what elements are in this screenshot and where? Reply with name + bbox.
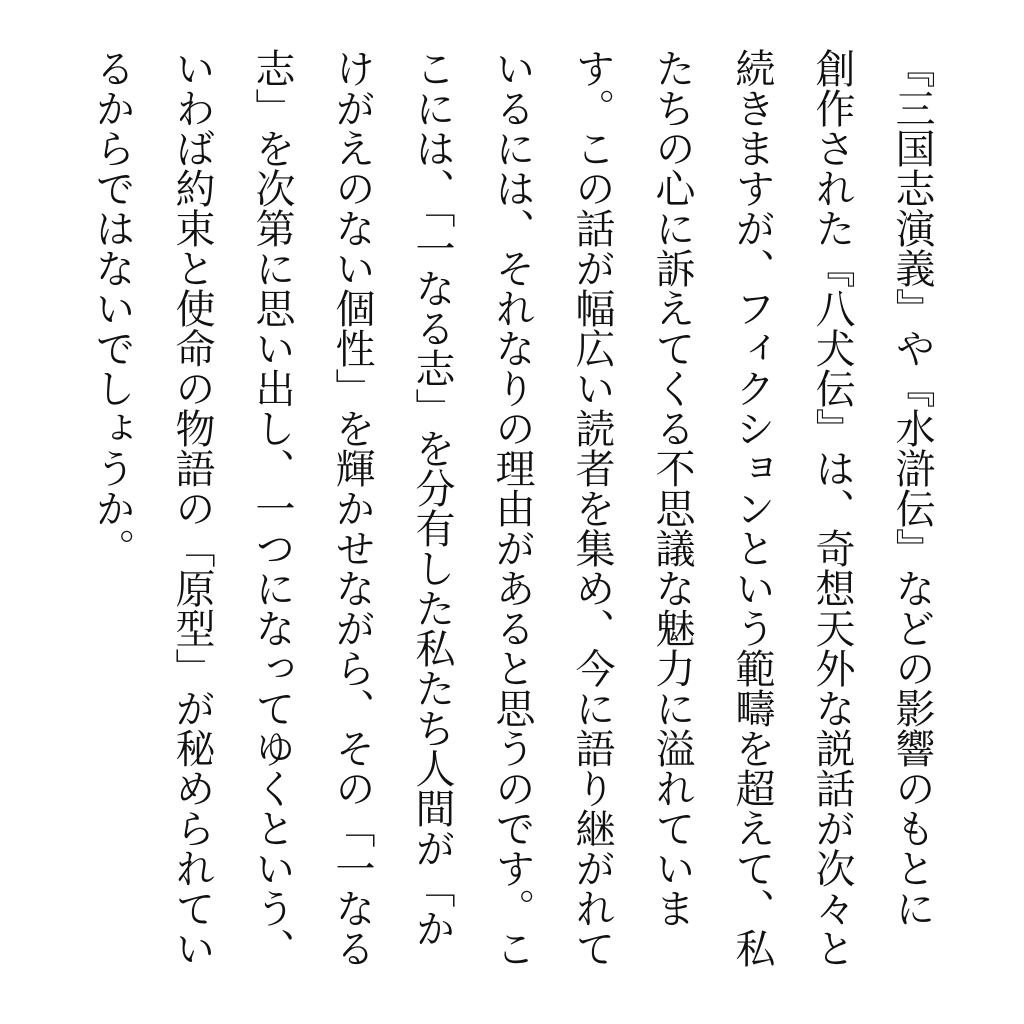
- text-column: けがえのない個性」を輝かせながら、その「一なる: [329, 48, 375, 968]
- text-column: 続きますが、フィクションという範疇を超えて、私: [729, 48, 775, 968]
- text-column: るからではないでしょうか。: [89, 48, 135, 568]
- text-column: す。この話が幅広い読者を集め、今に語り継がれて: [569, 48, 615, 968]
- text-column: 『三国志演義』や『水滸伝』などの影響のもとに: [889, 48, 935, 928]
- text-column: たちの心に訴えてくる不思議な魅力に溢れていま: [649, 48, 695, 928]
- text-column: いわば約束と使命の物語の「原型」が秘められてい: [169, 48, 215, 968]
- text-column: こには、「一なる志」を分有した私たち人間が「か: [409, 48, 455, 948]
- vertical-text-body: [72, 48, 952, 1008]
- text-column: 志」を次第に思い出し、一つになってゆくという、: [249, 48, 295, 968]
- text-column: いるには、それなりの理由があると思うのです。こ: [489, 48, 535, 968]
- text-column: 創作された『八犬伝』は、奇想天外な説話が次々と: [809, 48, 855, 968]
